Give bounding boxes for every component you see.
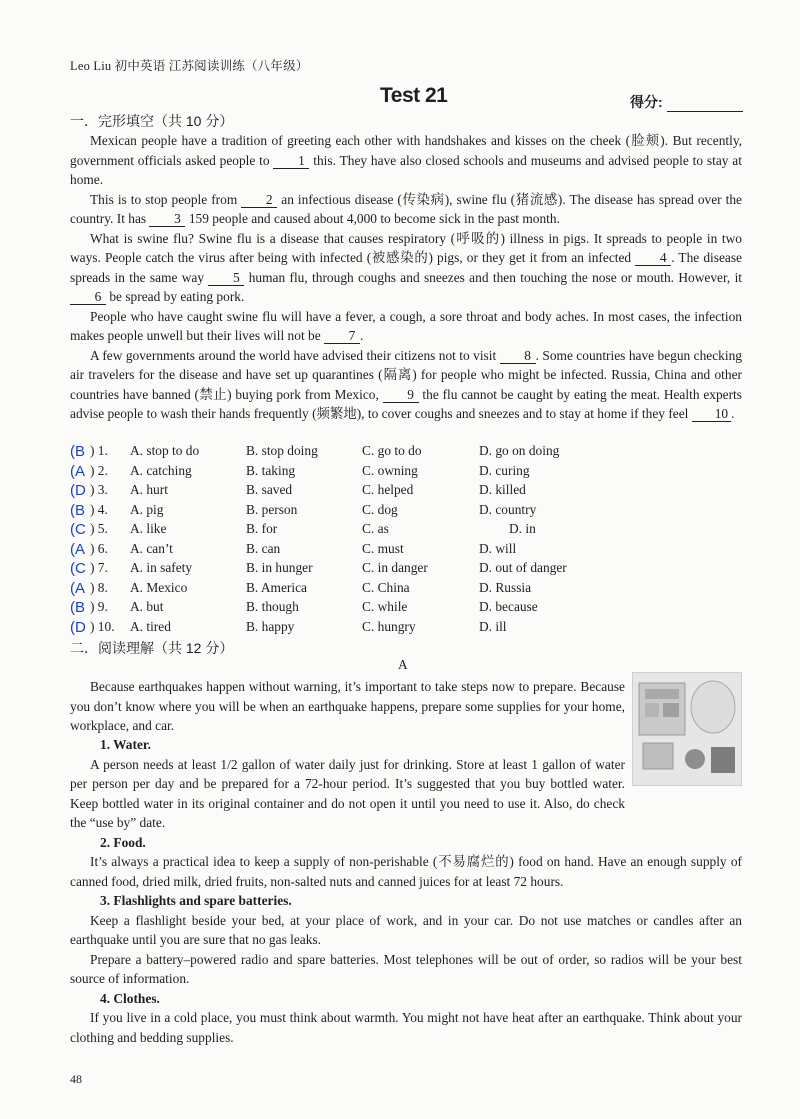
blank-6: 6 [70, 289, 106, 305]
question-number: ) 6. [90, 540, 108, 556]
answer-mark: (D [70, 618, 86, 636]
option-b: B. taking [246, 462, 296, 478]
question-number: ) 4. [90, 501, 108, 517]
blank-10: 10 [692, 406, 731, 422]
clothes-paragraph: If you live in a cold place, you must think about warmth. You might not have heat after an earthquake. Think about your clothing and bedding supplies. [70, 1010, 742, 1045]
cloze-paragraph: Mexican people have a tradition of greeting each other with handshakes and kisses on the cheek (脸颊). But recently, government officials asked people to 1 this. They have also closed schools and museums and advised people to stay at home. [70, 133, 742, 187]
cloze-paragraph: People who have caught swine flu will have a fever, a cough, a sore throat and body aches. In most cases, the infection makes people unwell but their lives will not be 7 . [70, 308, 742, 343]
blank-2: 2 [241, 192, 277, 208]
answer-mark: (A [70, 462, 85, 480]
radio-paragraph: Prepare a battery–powered radio and spare batteries. Most telephones will be out of order, so radios will be your best source of information. [70, 951, 742, 986]
intro-paragraph: Because earthquakes happen without warning, it’s important to take steps now to prepare. Because you don’t know where you will be when an earthquake happens, prepare some supplies for your home, workplace, and car. [70, 679, 625, 733]
cloze-paragraph: This is to stop people from 2 an infectious disease (传染病), swine flu (猪流感). The disease has spread over the country. It has 3 159 people and caused about 4,000 to become sick in the past month. [70, 191, 742, 226]
option-b: B. for [246, 521, 278, 536]
option-b: B. though [246, 599, 299, 614]
question-number: ) 7. [90, 560, 108, 575]
blank-4: 4 [635, 250, 671, 266]
question-number: ) 9. [90, 599, 108, 614]
option-row [70, 482, 742, 502]
score-field [630, 92, 743, 112]
option-row [70, 560, 742, 580]
question-number: ) 1. [90, 443, 108, 458]
option-row [70, 521, 742, 541]
blank-8: 8 [500, 348, 536, 364]
option-row [70, 580, 742, 600]
flashlight-paragraph: Keep a flashlight beside your bed, at your place of work, and in your car. Do not use matches or candles after an earthquake until you are sure that no gas leaks. [70, 912, 742, 947]
score-line [667, 97, 743, 112]
blank-7: 7 [324, 328, 360, 344]
part-label: A [398, 657, 408, 672]
option-a: A. stop to do [130, 443, 200, 458]
option-d: D. because [479, 599, 538, 614]
answer-mark: (B [70, 599, 85, 616]
answer-mark: (B [70, 501, 85, 519]
option-d: D. in [509, 521, 536, 536]
option-c: C. China [362, 579, 410, 595]
cloze-paragraph: What is swine flu? Swine flu is a disease that causes respiratory (呼吸的) illness in pigs. It spreads to people in two ways. People catch the virus after being with infected (被感染的) pigs, or they get it from an infected 4 . The disease spreads in the same way 5 human flu, through coughs and sneezes and then touching the nose or mouth. However, it 6 be spread by eating pork. [70, 230, 743, 304]
reading-passage [70, 735, 742, 1047]
option-c: C. in danger [362, 560, 428, 575]
option-b: B. person [246, 501, 298, 517]
option-b: B. stop doing [246, 443, 318, 458]
option-row [70, 443, 742, 463]
option-d: D. curing [479, 462, 530, 478]
blank-1: 1 [273, 153, 309, 169]
answer-mark: (C [70, 521, 86, 538]
test-title: Test 21 [380, 84, 448, 107]
option-c: C. go to do [362, 443, 422, 458]
question-number: ) 5. [90, 521, 108, 536]
option-d: D. killed [479, 482, 526, 497]
option-a: A. in safety [130, 560, 193, 575]
option-a: A. catching [130, 462, 192, 478]
option-a: A. hurt [130, 482, 168, 497]
flashlight-heading: 3. Flashlights and spare batteries. [100, 893, 292, 908]
option-row [70, 541, 742, 561]
section1-heading: 一．完形填空（共 10 分） [70, 113, 234, 129]
option-row [70, 502, 742, 522]
answer-mark: (B [70, 443, 85, 460]
question-number: ) 10. [90, 618, 115, 634]
option-d: D. out of danger [479, 560, 567, 575]
option-c: C. must [362, 540, 404, 556]
answer-mark: (A [70, 540, 85, 558]
page-number: 48 [70, 1072, 82, 1086]
cloze-passage [70, 131, 742, 424]
option-c: C. dog [362, 501, 398, 517]
option-a: A. pig [130, 501, 164, 517]
option-b: B. can [246, 540, 281, 556]
option-c: C. while [362, 599, 408, 614]
clothes-heading: 4. Clothes. [100, 990, 160, 1006]
option-row [70, 619, 742, 639]
blank-9: 9 [383, 387, 419, 403]
option-d: D. go on doing [479, 443, 560, 458]
score-label: 得分: [630, 94, 663, 110]
answer-mark: (C [70, 560, 86, 577]
option-d: D. country [479, 501, 537, 517]
option-b: B. America [246, 579, 307, 595]
blank-5: 5 [208, 270, 244, 286]
answer-mark: (D [70, 482, 86, 499]
option-c: C. owning [362, 462, 418, 478]
option-d: D. Russia [479, 579, 532, 595]
food-paragraph: It’s always a practical idea to keep a supply of non-perishable (不易腐烂的) food on hand. Have an enough supply of canned food, dried milk, dried fruits, non-salted nuts and canned juices for at least 72 hours. [70, 854, 742, 889]
option-a: A. Mexico [130, 579, 188, 595]
section2-heading: 二．阅读理解（共 12 分） [70, 640, 234, 656]
water-paragraph: A person needs at least 1/2 gallon of water daily just for drinking. Store at least 1 gallon of water per person per day and be prepared for a 72-hour period. It’s suggested that you buy bottled water. Keep bottled water in its original container and do not open it until you need to use it. Also, do check the “use by” date. [70, 756, 625, 830]
food-heading: 2. Food. [100, 834, 146, 850]
option-row [70, 599, 742, 619]
cloze-paragraph: A few governments around the world have advised their citizens not to visit 8 . Some countries have begun checking air travelers for the disease and have set up quarantines (隔离) for people who might be infected. Russia, China and other countries have banned (禁止) buying pork from Mexico, 9 the flu cannot be caught by eating the meat. Health experts advise people to wash their hands frequently (频繁地), to cover coughs and sneezes and to stay at home if they feel 10 . [70, 347, 742, 421]
option-b: B. happy [246, 618, 295, 634]
option-c: C. helped [362, 482, 414, 497]
blank-3: 3 [149, 211, 185, 227]
option-d: D. ill [479, 618, 507, 634]
reading-intro [70, 677, 625, 736]
option-c: C. hungry [362, 618, 416, 634]
option-a: A. but [130, 599, 164, 614]
option-a: A. can’t [130, 540, 173, 556]
question-number: ) 3. [90, 482, 108, 497]
book-header: Leo Liu 初中英语 江苏阅读训练（八年级） [70, 59, 309, 73]
option-row [70, 463, 742, 483]
question-number: ) 8. [90, 579, 108, 595]
option-a: A. tired [130, 618, 171, 634]
water-heading: 1. Water. [100, 737, 151, 752]
option-d: D. will [479, 540, 517, 556]
options-list [70, 443, 742, 638]
answer-mark: (A [70, 579, 85, 597]
option-b: B. saved [246, 482, 293, 497]
option-a: A. like [130, 521, 167, 536]
option-b: B. in hunger [246, 560, 313, 575]
question-number: ) 2. [90, 462, 108, 478]
option-c: C. as [362, 521, 389, 536]
